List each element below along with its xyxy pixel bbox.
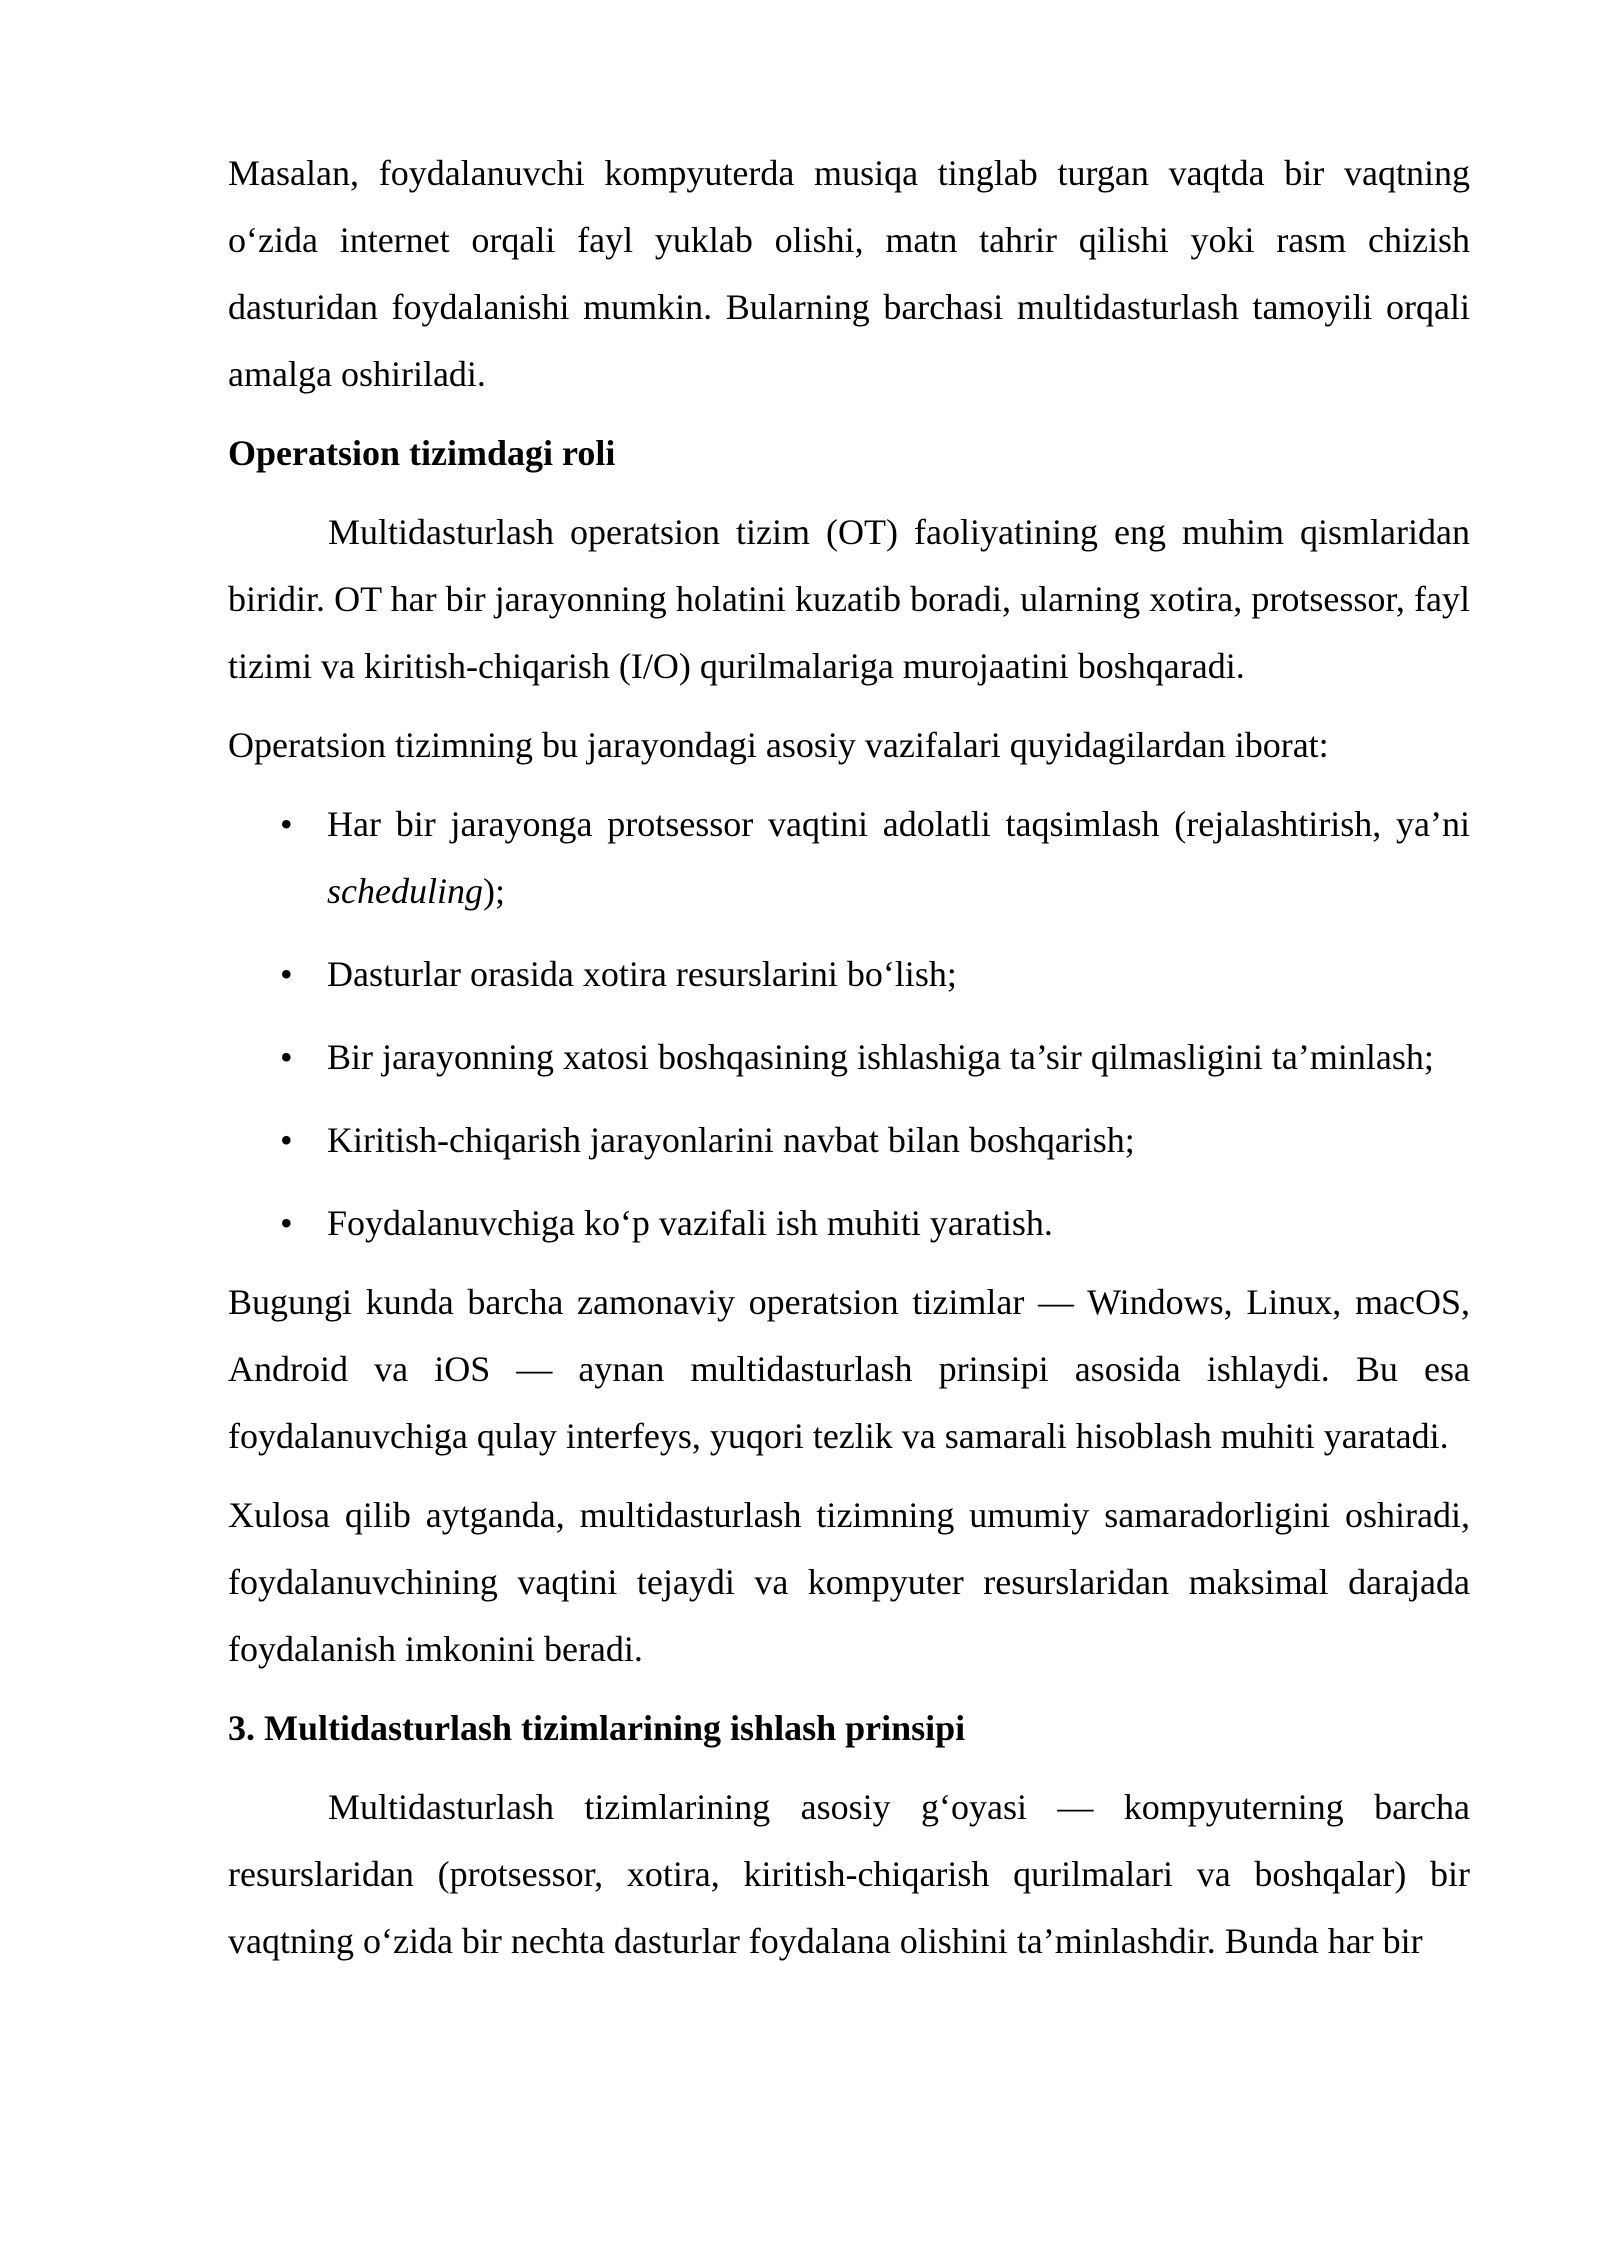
paragraph-intro: Masalan, foydalanuvchi kompyuterda musiqa tinglab turgan vaqtda bir vaqtning o‘zida internet orqali fayl yuklab olishi, matn tahrir qilishi yoki rasm chizish dasturidan foydalanishi mumkin. Bularning barchasi multidasturlash tamoyili orqali amalga oshiriladi. bbox=[228, 153, 1470, 394]
section-heading-principle: 3. Multidasturlash tizimlarining ishlash prinsipi bbox=[228, 1708, 966, 1748]
bullet-icon: • bbox=[280, 1037, 293, 1077]
task-item-isolation bbox=[228, 1024, 1470, 1091]
bullet-icon: • bbox=[280, 804, 293, 844]
bullet-icon: • bbox=[280, 1120, 293, 1160]
bullet-icon: • bbox=[280, 954, 293, 994]
task-item-italic-term: scheduling bbox=[327, 871, 483, 911]
paragraph-conclusion: Xulosa qilib aytganda, multidasturlash tizimning umumiy samaradorligini oshiradi, foydalanuvchining vaqtini tejaydi va kompyuter resurslaridan maksimal darajada foydalanish imkonini beradi. bbox=[228, 1495, 1470, 1669]
task-item-text: Bir jarayonning xatosi boshqasining ishlashiga ta’sir qilmasligini ta’minlash; bbox=[327, 1037, 1434, 1077]
task-item-text: Foydalanuvchiga ko‘p vazifali ish muhiti yaratish. bbox=[327, 1203, 1053, 1243]
task-item-memory bbox=[228, 941, 1470, 1008]
paragraph-modern-os: Bugungi kunda barcha zamonaviy operatsion tizimlar — Windows, Linux, macOS, Android va iOS — aynan multidasturlash prinsipi asosida ishlaydi. Bu esa foydalanuvchiga qulay interfeys, yuqori tezlik va samarali hisoblash muhiti yaratadi. bbox=[228, 1282, 1470, 1456]
task-list bbox=[228, 791, 1470, 1257]
task-item-text: Dasturlar orasida xotira resurslarini bo‘lish; bbox=[327, 954, 957, 994]
task-item-multitask-env bbox=[228, 1190, 1470, 1257]
task-item-io-queue bbox=[228, 1107, 1470, 1174]
task-item-text-suffix: ); bbox=[482, 871, 505, 911]
paragraph-os-role: Multidasturlash operatsion tizim (OT) faoliyatining eng muhim qismlaridan biridir. OT har bir jarayonning holatini kuzatib boradi, ularning xotira, protsessor, fayl tizimi va kiritish-chiqarish (I/O) qurilmalariga murojaatini boshqaradi. bbox=[228, 512, 1470, 686]
task-item-scheduling bbox=[228, 791, 1470, 925]
task-item-text: Har bir jarayonga protsessor vaqtini adolatli taqsimlash (rejalashtirish, ya’ni bbox=[327, 804, 1470, 844]
document-content bbox=[228, 140, 1470, 1987]
paragraph-principle: Multidasturlash tizimlarining asosiy g‘oyasi — kompyuterning barcha resurslaridan (protsessor, xotira, kiritish-chiqarish qurilmalari va boshqalar) bir vaqtning o‘zida bir nechta dasturlar foydalana olishini ta’minlashdir. Bunda har bir bbox=[228, 1787, 1470, 1961]
bullet-icon: • bbox=[280, 1203, 293, 1243]
paragraph-tasks-intro: Operatsion tizimning bu jarayondagi asosiy vazifalari quyidagilardan iborat: bbox=[228, 725, 1329, 765]
task-item-text: Kiritish-chiqarish jarayonlarini navbat bilan boshqarish; bbox=[327, 1120, 1135, 1160]
section-heading-os-role: Operatsion tizimdagi roli bbox=[228, 433, 616, 473]
